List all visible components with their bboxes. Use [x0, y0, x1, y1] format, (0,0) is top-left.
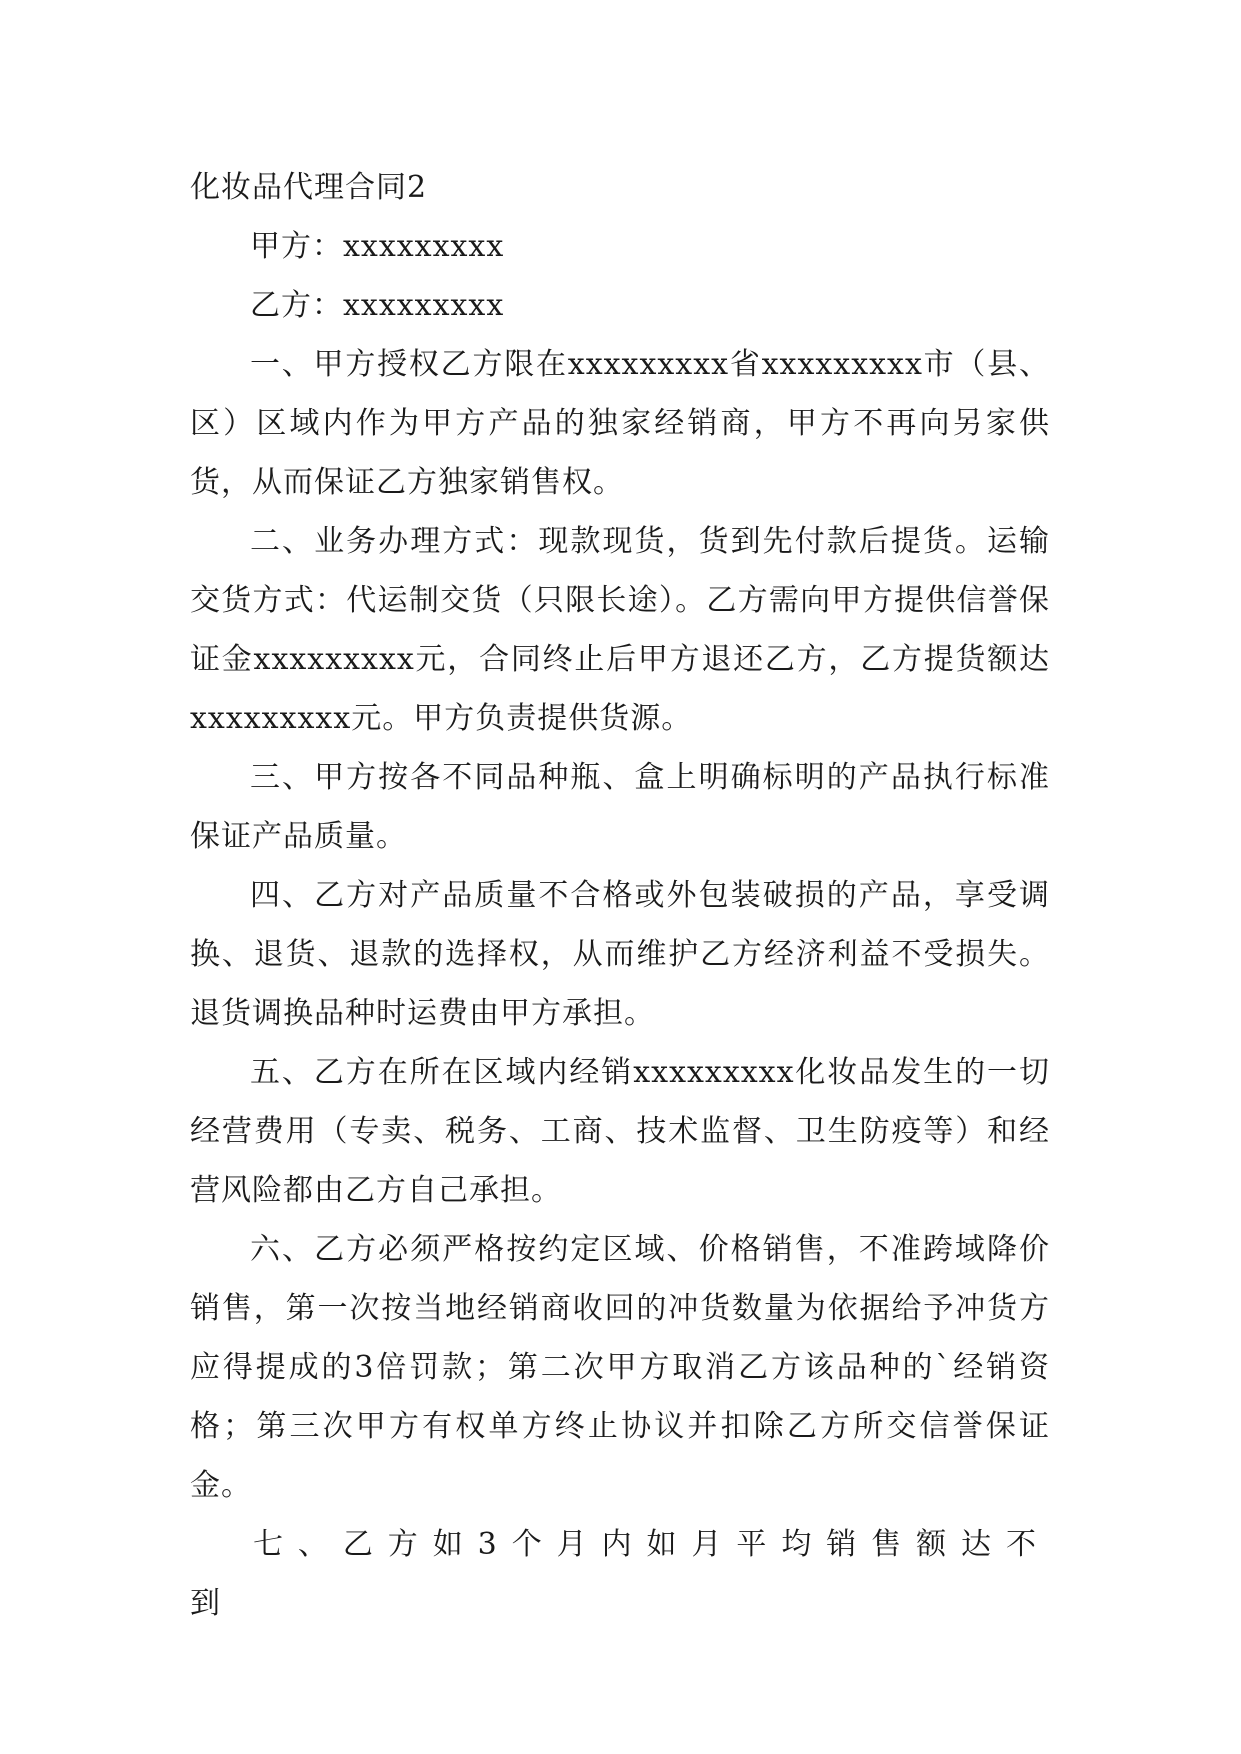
- clause-3: 三、甲方按各不同品种瓶、盒上明确标明的产品执行标准保证产品质量。: [190, 760, 1050, 854]
- clause-7: 七、乙方如3个月内如月平均销售额达不到: [190, 1527, 1050, 1621]
- document-body: [190, 158, 1050, 1633]
- clause-2: 二、业务办理方式：现款现货，货到先付款后提货。运输交货方式：代运制交货（只限长途）。乙方需向甲方提供信誉保证金xxxxxxxxx元，合同终止后甲方退还乙方，乙方提货额达xxxxxxxxx元。甲方负责提供货源。: [190, 524, 1050, 736]
- clause-4: 四、乙方对产品质量不合格或外包装破损的产品，享受调换、退货、退款的选择权，从而维护乙方经济利益不受损失。退货调换品种时运费由甲方承担。: [190, 878, 1050, 1031]
- clause-6: 六、乙方必须严格按约定区域、价格销售，不准跨域降价销售，第一次按当地经销商收回的冲货数量为依据给予冲货方应得提成的3倍罚款；第二次甲方取消乙方该品种的`经销资格；第三次甲方有权单方终止协议并扣除乙方所交信誉保证金。: [190, 1232, 1050, 1503]
- document-title: 化妆品代理合同2: [190, 170, 428, 205]
- party-a-line: 甲方：xxxxxxxxx: [250, 229, 505, 264]
- party-b-line: 乙方：xxxxxxxxx: [250, 288, 505, 323]
- clause-1: 一、甲方授权乙方限在xxxxxxxxx省xxxxxxxxx市（县、区）区域内作为甲方产品的独家经销商，甲方不再向另家供货，从而保证乙方独家销售权。: [190, 347, 1050, 500]
- clause-5: 五、乙方在所在区域内经销xxxxxxxxx化妆品发生的一切经营费用（专卖、税务、工商、技术监督、卫生防疫等）和经营风险都由乙方自己承担。: [190, 1055, 1050, 1208]
